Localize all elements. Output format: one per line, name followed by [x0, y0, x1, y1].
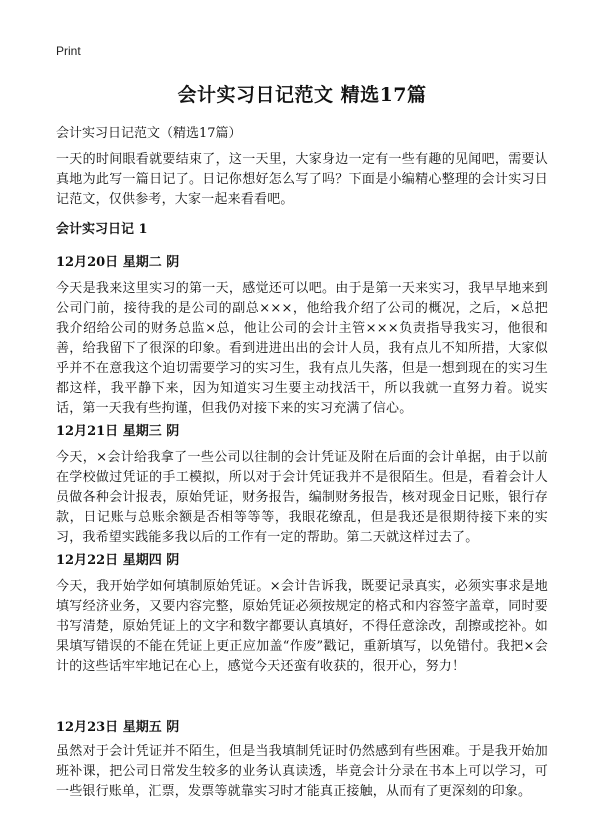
- entry-text-dec-20: 今天是我来这里实习的第一天，感觉还可以吧。由于是第一天来实习，我早早地来到公司门前，接待我的是公司的副总×××，他给我介绍了公司的概况，之后，×总把我介绍给公司的财务总监×总，他让公司的会计主管×××负责指导我实习，他很和善，给我留下了很深的印象。看到进进出出的会计人员，我有点儿不知所措，大家似乎并不在意我这个迫切需要学习的实习生，我有点儿失落，但是一想到现在的实习生都这样，我平静下来，因为知道实习生要主动找活干，所以我就一直努力着。说实话，第一天我有些拘谨，但我仍对接下来的实习充满了信心。: [56, 281, 548, 416]
- entry-heading-dec-21: 12月21日 星期三 阴: [56, 424, 180, 439]
- entry-text-dec-23: 虽然对于会计凭证并不陌生，但是当我填制凭证时仍然感到有些困难。于是我开始加班补课，把公司日常发生较多的业务认真读透，毕竟会计分录在书本上可以学习，可一些银行账单，汇票，发票等就靠实习时才能真正接触，从而有了更深刻的印象。: [56, 744, 548, 799]
- document-subtitle: 会计实习日记范文（精选17篇）: [56, 126, 242, 141]
- entry-heading-dec-23: 12月23日 星期五 阴: [56, 720, 180, 735]
- page-title: 会计实习日记范文 精选17篇: [177, 84, 427, 106]
- intro-paragraph: 一天的时间眼看就要结束了，这一天里，大家身边一定有一些有趣的见闻吧，需要认真地为此写一篇日记了。日记你想好怎么写了吗？下面是小编精心整理的会计实习日记范文，仅供参考，大家一起来看看吧。: [56, 152, 548, 207]
- entry-heading-dec-22: 12月22日 星期四 阴: [56, 553, 180, 568]
- entry-text-dec-21: 今天，×会计给我拿了一些公司以往制的会计凭证及附在后面的会计单据，由于以前在学校做过凭证的手工模拟，所以对于会计凭证我并不是很陌生。但是，看着会计人员做各种会计报表，原始凭证，财务报告，编制财务报告，核对现金日记账，银行存款，日记账与总账余额是否相等等等，我眼花缭乱，但是我还是很期待接下来的实习，我希望实践能多我以后的工作有一定的帮助。第二天就这样过去了。: [56, 450, 548, 545]
- section-heading: 会计实习日记 1: [56, 222, 148, 237]
- print-label[interactable]: Print: [56, 44, 81, 58]
- entry-heading-dec-20: 12月20日 星期二 阴: [56, 255, 180, 270]
- entry-text-dec-22: 今天，我开始学如何填制原始凭证。×会计告诉我，既要记录真实，必须实事求是地填写经济业务，又要内容完整，原始凭证必须按规定的格式和内容签字盖章，同时要书写清楚，原始凭证上的文字和数字都要认真填好，不得任意涂改，刮擦或挖补。如果填写错误的不能在凭证上更正应加盖“作废”戳记，重新填写，以免错付。我把×会计的这些话牢牢地记在心上，感觉今天还蛮有收获的，很开心，努力！: [56, 579, 548, 674]
